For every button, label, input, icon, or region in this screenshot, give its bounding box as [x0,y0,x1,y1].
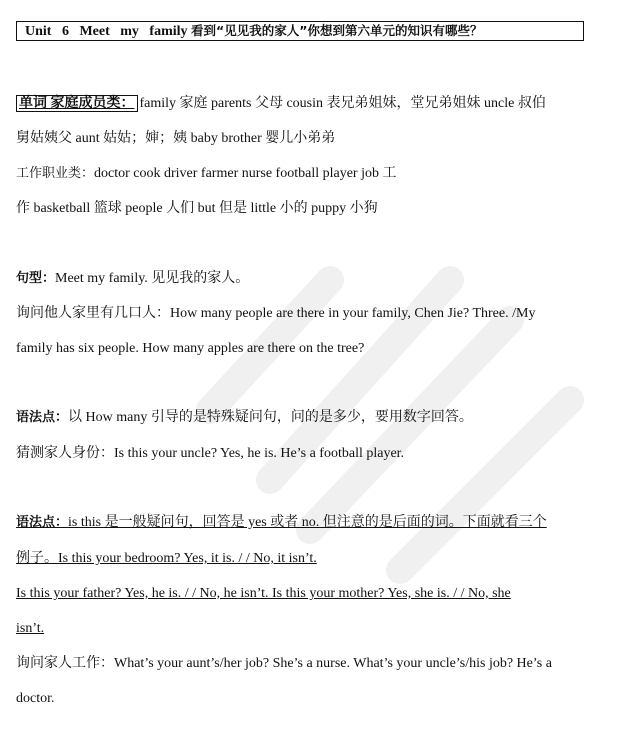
unit-title-cn: 看到“见见我的家人”你想到第六单元的知识有哪些？ [191,23,483,38]
grammar2-line-2 [16,550,624,568]
sentence-line [16,270,624,288]
sentence-text: Meet my family. 见见我的家人。 [55,271,250,286]
grammar2-line-3 [16,585,624,603]
vocab-line-2 [16,130,624,148]
guess-text: 猜测家人身份：Is this your uncle? Yes, he is. He’s a football player. [16,446,405,461]
jobs-text-1: doctor cook driver farmer nurse football player job 工 [94,166,397,181]
ask-line-1 [16,305,624,323]
job-line-1 [16,655,624,673]
jobs-line-2 [16,200,624,218]
jobs-label: 工作职业类： [16,166,95,181]
grammar1-text: 以 How many 引导的是特殊疑问句，问的是多少，要用数字回答。 [68,410,473,425]
vocab-label: 单词 家庭成员类： [16,95,138,112]
grammar1-label: 语法点： [16,410,69,425]
ask-text-1: 询问他人家里有几口人：How many people are there in your family, Chen Jie? Three. /My [16,306,536,321]
jobs-text-2: 作 basketball 篮球 people 人们 but 但是 little 小的 puppy 小狗 [16,201,378,216]
grammar2-text-2: 例子。Is this your bedroom? Yes, it is. / / No, it isn’t. [16,551,317,566]
grammar2-label: 语法点： [16,515,69,530]
unit-title-box [16,21,584,41]
watermark-logo [150,150,610,610]
grammar2-text-1: is this 是一般疑问句，回答是 yes 或者 no. 但注意的是后面的词。下面就看三个 [68,515,547,530]
vocab-text-1: family 家庭 parents 父母 cousin 表兄弟姐妹，堂兄弟姐妹 uncle 叔伯 [139,96,546,111]
guess-line [16,445,624,463]
grammar2-line-1 [16,514,624,532]
job-text-2: doctor. [16,691,55,706]
job-line-2 [16,690,624,708]
grammar1-line [16,409,624,427]
vocab-line-1 [16,95,624,113]
grammar2-text-3: Is this your father? Yes, he is. / / No, he isn’t. Is this your mother? Yes, she is. / / No, she [16,586,511,601]
unit-title-en: Unit 6 Meet my family [25,24,188,39]
grammar2-text-4: isn’t. [16,621,45,636]
ask-text-2: family has six people. How many apples are there on the tree? [16,341,365,356]
job-text-1: 询问家人工作：What’s your aunt’s/her job? She’s a nurse. What’s your uncle’s/his job? He’s a [16,656,552,671]
vocab-text-2: 舅姑姨父 aunt 姑姑；婶；姨 baby brother 婴儿小弟弟 [16,131,336,146]
ask-line-2 [16,340,624,358]
sentence-label: 句型： [16,271,56,286]
grammar2-line-4 [16,620,624,638]
jobs-line-1 [16,165,624,183]
